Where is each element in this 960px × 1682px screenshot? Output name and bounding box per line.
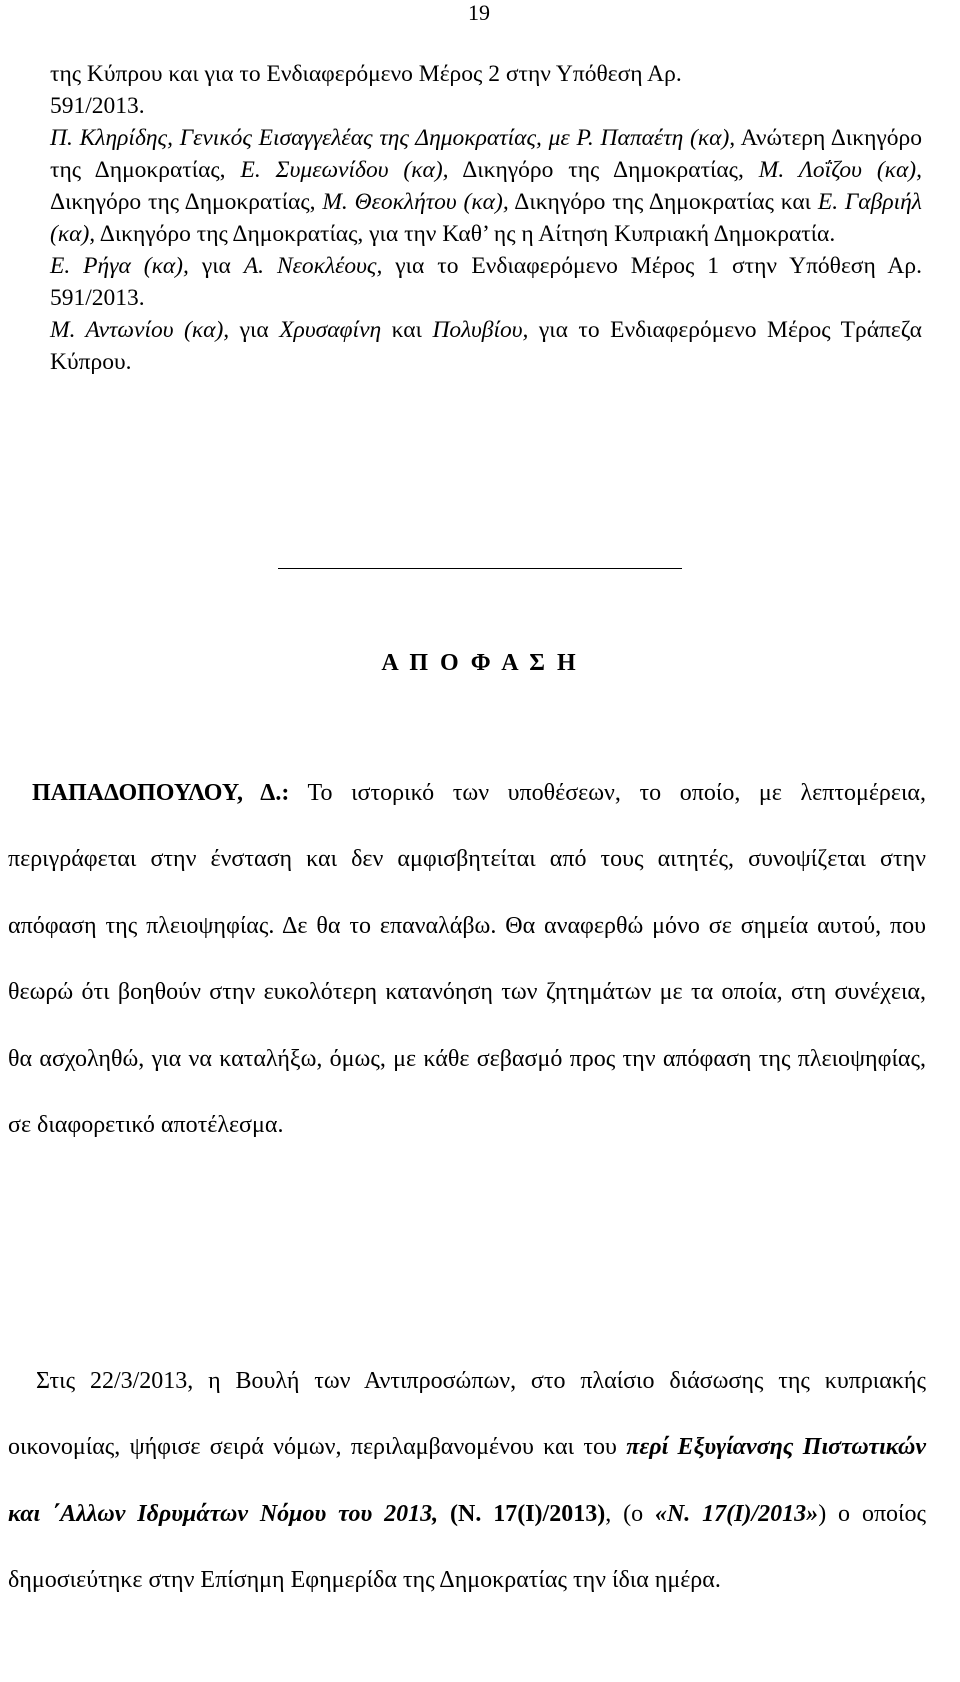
lawyer-name: Μ. Θεοκλήτου (κα), [322, 189, 509, 215]
lawyer-name: Π. Κληρίδης, Γενικός Εισαγγελέας της Δημοκρατίας, με Ρ. Παπαέτη (κα), [50, 125, 736, 151]
page-number: 19 [468, 0, 490, 25]
appearance-text: για το Ενδιαφερόμενο Μέρος Τράπεζα Κύπρου. [50, 317, 922, 375]
appearance-text: και [381, 317, 433, 343]
appearance-text: της Κύπρου και για το Ενδιαφερόμενο Μέρος 2 στην Υπόθεση Αρ. [50, 61, 682, 87]
law-title: περί Εξυγίανσης Πιστωτικών και ΄Αλλων Ιδρυμάτων Νόμου του 2013, [8, 1434, 926, 1527]
separator-line [278, 568, 682, 569]
appearance-text: Δικηγόρο της Δημοκρατίας και [508, 189, 818, 215]
paragraph-law [8, 1348, 926, 1614]
paragraph-text: ) ο οποίος δημοσιεύτηκε στην Επίσημη Εφημερίδα της Δημοκρατίας την ίδια ημέρα. [8, 1500, 927, 1594]
judgment-paragraph [8, 760, 926, 1158]
lawyer-name: Ε. Συμεωνίδου (κα), [240, 157, 449, 183]
appearance-text: 591/2013. [50, 93, 145, 119]
paragraph-text: Στις 22/3/2013, η Βουλή των Αντιπροσώπων, στο πλαίσιο διάσωσης της κυπριακής οικονομίας, ψήφισε σειρά νόμων, περιλαμβανομένου και του [8, 1368, 926, 1461]
appearance-text: για [229, 317, 280, 343]
appearance-line-1 [50, 58, 922, 122]
appearance-text: Δικηγόρο της Δημοκρατίας, [50, 189, 323, 215]
appearance-text: Δικηγόρο της Δημοκρατίας, για την Καθ’ ης η Αίτηση Κυπριακή Δημοκρατία. [95, 221, 836, 247]
lawyer-name: Πολυβίου, [432, 317, 529, 343]
appearance-bank-of-cyprus [50, 314, 922, 378]
appearance-text: Ανώτερη Δικηγόρο της Δημοκρατίας, [50, 125, 922, 183]
judge-name: ΠΑΠΑΔΟΠΟΥΛΟΥ, Δ.: [32, 780, 290, 806]
judgment-text: Το ιστορικό των υποθέσεων, το οποίο, με λεπτομέρεια, περιγράφεται στην ένσταση και δεν αμφισβητείται από τους αιτητές, συνοψίζεται στην απόφαση της πλειοψηφίας. Δε θα το επαναλάβω. Θα αναφερθώ μόνο σε σημεία αυτού, που θεωρώ ότι βοηθούν στην ευκολότερη κατανόηση των ζητημάτων με τα οποία, στη συνέχεια, θα ασχοληθώ, για να καταλήξω, όμως, με κάθε σεβασμό προς την απόφαση της πλειοψηφίας, σε διαφορετικό αποτέλεσμα. [8, 780, 926, 1139]
lawyer-name: Α. Νεοκλέους, [243, 253, 383, 279]
lawyer-name: Ε. Γαβριήλ (κα), [50, 189, 922, 247]
appearances-section [50, 58, 922, 378]
appearance-interested-party-1 [50, 250, 922, 314]
appearance-text: για [188, 253, 244, 279]
lawyer-name: Μ. Αντωνίου (κα), [50, 317, 230, 343]
lawyer-name: Χρυσαφίνη [279, 317, 382, 343]
lawyer-name: Μ. Λοΐζου (κα), [758, 157, 922, 183]
law-quote: «Ν. 17(Ι)/2013» [654, 1500, 819, 1527]
appearance-attorney-general [50, 122, 922, 250]
decision-title: Α Π Ο Φ Α Σ Η [381, 650, 579, 676]
paragraph-text: , (ο [605, 1500, 655, 1527]
lawyer-name: Ε. Ρήγα (κα), [50, 253, 189, 279]
appearance-text: Δικηγόρο της Δημοκρατίας, [462, 157, 759, 183]
law-number: (Ν. 17(Ι)/2013) [438, 1500, 606, 1527]
appearance-text: για το Ενδιαφερόμενο Μέρος 1 στην Υπόθεση Αρ. 591/2013. [50, 253, 922, 311]
